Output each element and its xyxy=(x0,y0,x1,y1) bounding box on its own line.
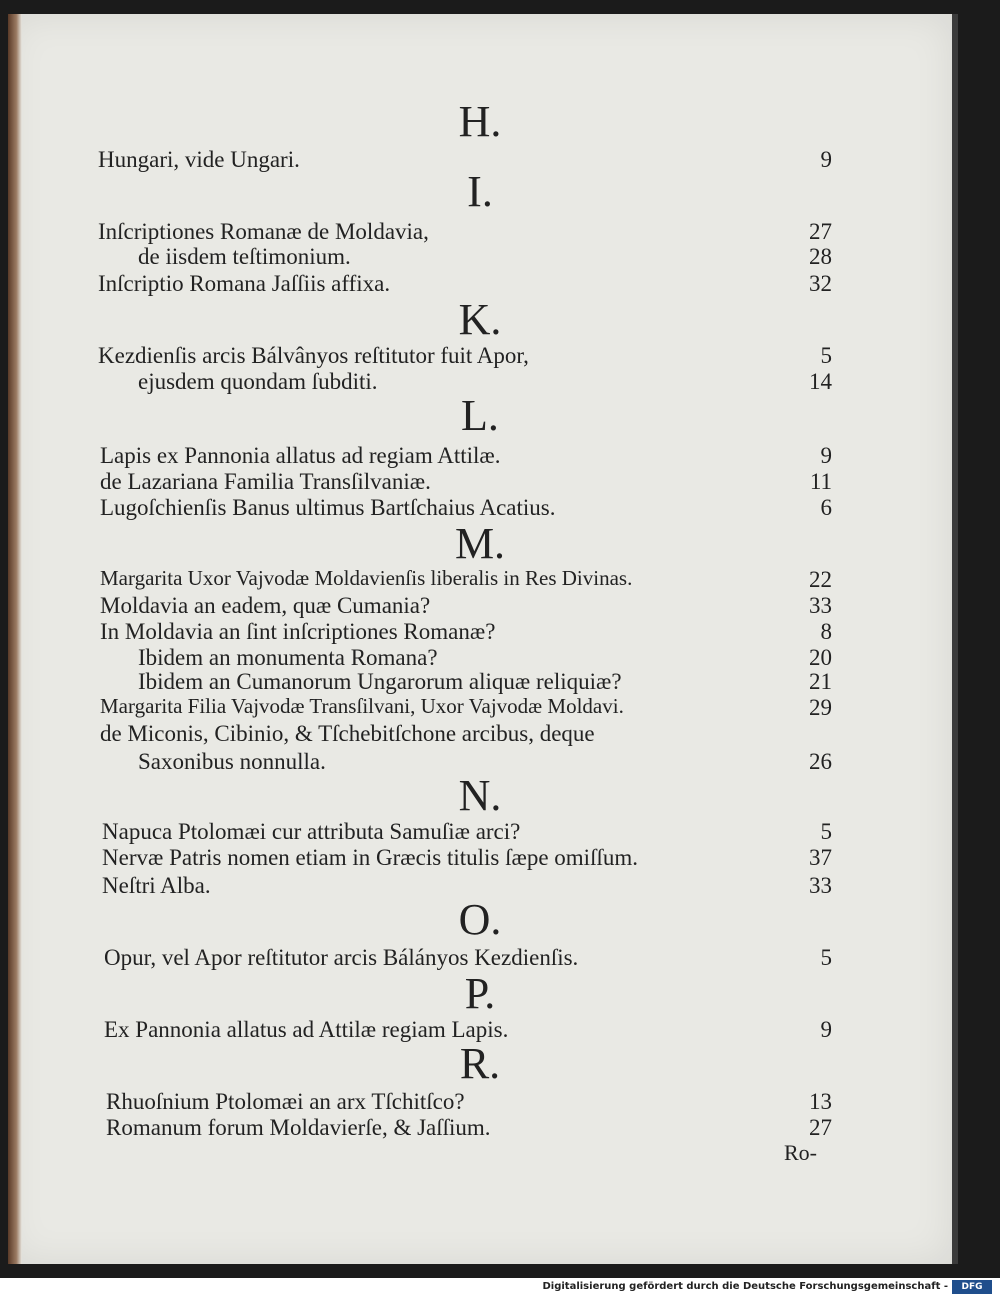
page-number: 5 xyxy=(820,343,832,368)
index-entry: Margarita Uxor Vajvodæ Moldavienſis liberalis in Res Divinas. xyxy=(100,566,633,590)
catchword: Ro- xyxy=(784,1140,817,1165)
index-entry: Hungari, vide Ungari. xyxy=(98,147,300,172)
page-number: 6 xyxy=(820,495,832,520)
page-number: 20 xyxy=(809,645,832,670)
page-right-edge xyxy=(952,14,958,1264)
page-number: 26 xyxy=(809,749,832,774)
index-entry: de Miconis, Cibinio, & Tſchebitſchone arcibus, deque xyxy=(100,721,595,746)
dfg-logo: DFG xyxy=(952,1280,992,1294)
page-number: 27 xyxy=(809,219,832,244)
page-number: 5 xyxy=(820,819,832,844)
page-number: 9 xyxy=(820,147,832,172)
page-number: 14 xyxy=(809,369,832,394)
section-letter: R. xyxy=(459,1039,501,1088)
index-entry: de Lazariana Familia Transſilvaniæ. xyxy=(100,469,431,494)
index-entry: Opur, vel Apor reſtitutor arcis Bálányos Kezdienſis. xyxy=(104,945,579,970)
section-letter: L. xyxy=(461,391,499,440)
index-entry: Kezdienſis arcis Bálvânyos reſtitutor fuit Apor, xyxy=(98,343,529,368)
index-entry: Ex Pannonia allatus ad Attilæ regiam Lapis. xyxy=(104,1017,509,1042)
page-number: 9 xyxy=(820,1017,832,1042)
page-number: 21 xyxy=(809,669,832,694)
page-number: 13 xyxy=(809,1089,832,1114)
page-number: 11 xyxy=(809,469,832,494)
footer-credit: Digitalisierung gefördert durch die Deutsche Forschungsgemeinschaft - xyxy=(542,1281,948,1292)
section-letter: K. xyxy=(458,295,502,344)
page-number: 33 xyxy=(809,873,832,898)
index-entry: Margarita Filia Vajvodæ Transſilvani, Uxor Vajvodæ Moldavi. xyxy=(100,694,624,718)
index-entry: Romanum forum Moldavierſe, & Jaſſium. xyxy=(106,1115,491,1140)
index-entry: Neſtri Alba. xyxy=(102,873,211,898)
page-number: 22 xyxy=(809,567,832,592)
index-entry: ejusdem quondam ſubditi. xyxy=(138,369,378,394)
index-entry: Inſcriptiones Romanæ de Moldavia, xyxy=(98,219,429,244)
index-entry: In Moldavia an ſint inſcriptiones Romanæ? xyxy=(100,619,496,644)
index-entry: Moldavia an eadem, quæ Cumania? xyxy=(100,593,431,618)
index-entry: Saxonibus nonnulla. xyxy=(138,749,326,774)
book-page xyxy=(8,14,952,1264)
section-letter: M. xyxy=(454,519,506,568)
page-number: 32 xyxy=(809,271,832,296)
page-number: 5 xyxy=(820,945,832,970)
page-number: 33 xyxy=(809,593,832,618)
index-entry: Inſcriptio Romana Jaſſiis affixa. xyxy=(98,271,391,296)
index-entry: Ibidem an monumenta Romana? xyxy=(138,645,438,670)
page-number: 29 xyxy=(809,695,832,720)
index-entry: de iisdem teſtimonium. xyxy=(138,244,351,269)
section-letter: I. xyxy=(467,167,493,216)
page-number: 27 xyxy=(809,1115,832,1140)
index-entry: Ibidem an Cumanorum Ungarorum aliquæ reliquiæ? xyxy=(138,669,622,694)
index-entry: Lugoſchienſis Banus ultimus Bartſchaius Acatius. xyxy=(100,495,556,520)
index-entry: Nervæ Patris nomen etiam in Græcis titulis ſæpe omiſſum. xyxy=(102,845,638,870)
page-number: 37 xyxy=(809,845,832,870)
index-entry: Napuca Ptolomæi cur attributa Samuſiæ arci? xyxy=(102,819,521,844)
section-letter: N. xyxy=(458,771,502,820)
footer-bar xyxy=(0,1278,1000,1298)
section-letter: P. xyxy=(464,969,496,1018)
index-entry: Rhuoſnium Ptolomæi an arx Tſchitſco? xyxy=(106,1089,465,1114)
section-letter: H. xyxy=(458,97,502,146)
index-entry: Lapis ex Pannonia allatus ad regiam Attilæ. xyxy=(100,443,501,468)
page-number: 9 xyxy=(820,443,832,468)
page-number: 28 xyxy=(809,244,832,269)
section-letter: O. xyxy=(458,895,502,944)
page-number: 8 xyxy=(820,619,832,644)
